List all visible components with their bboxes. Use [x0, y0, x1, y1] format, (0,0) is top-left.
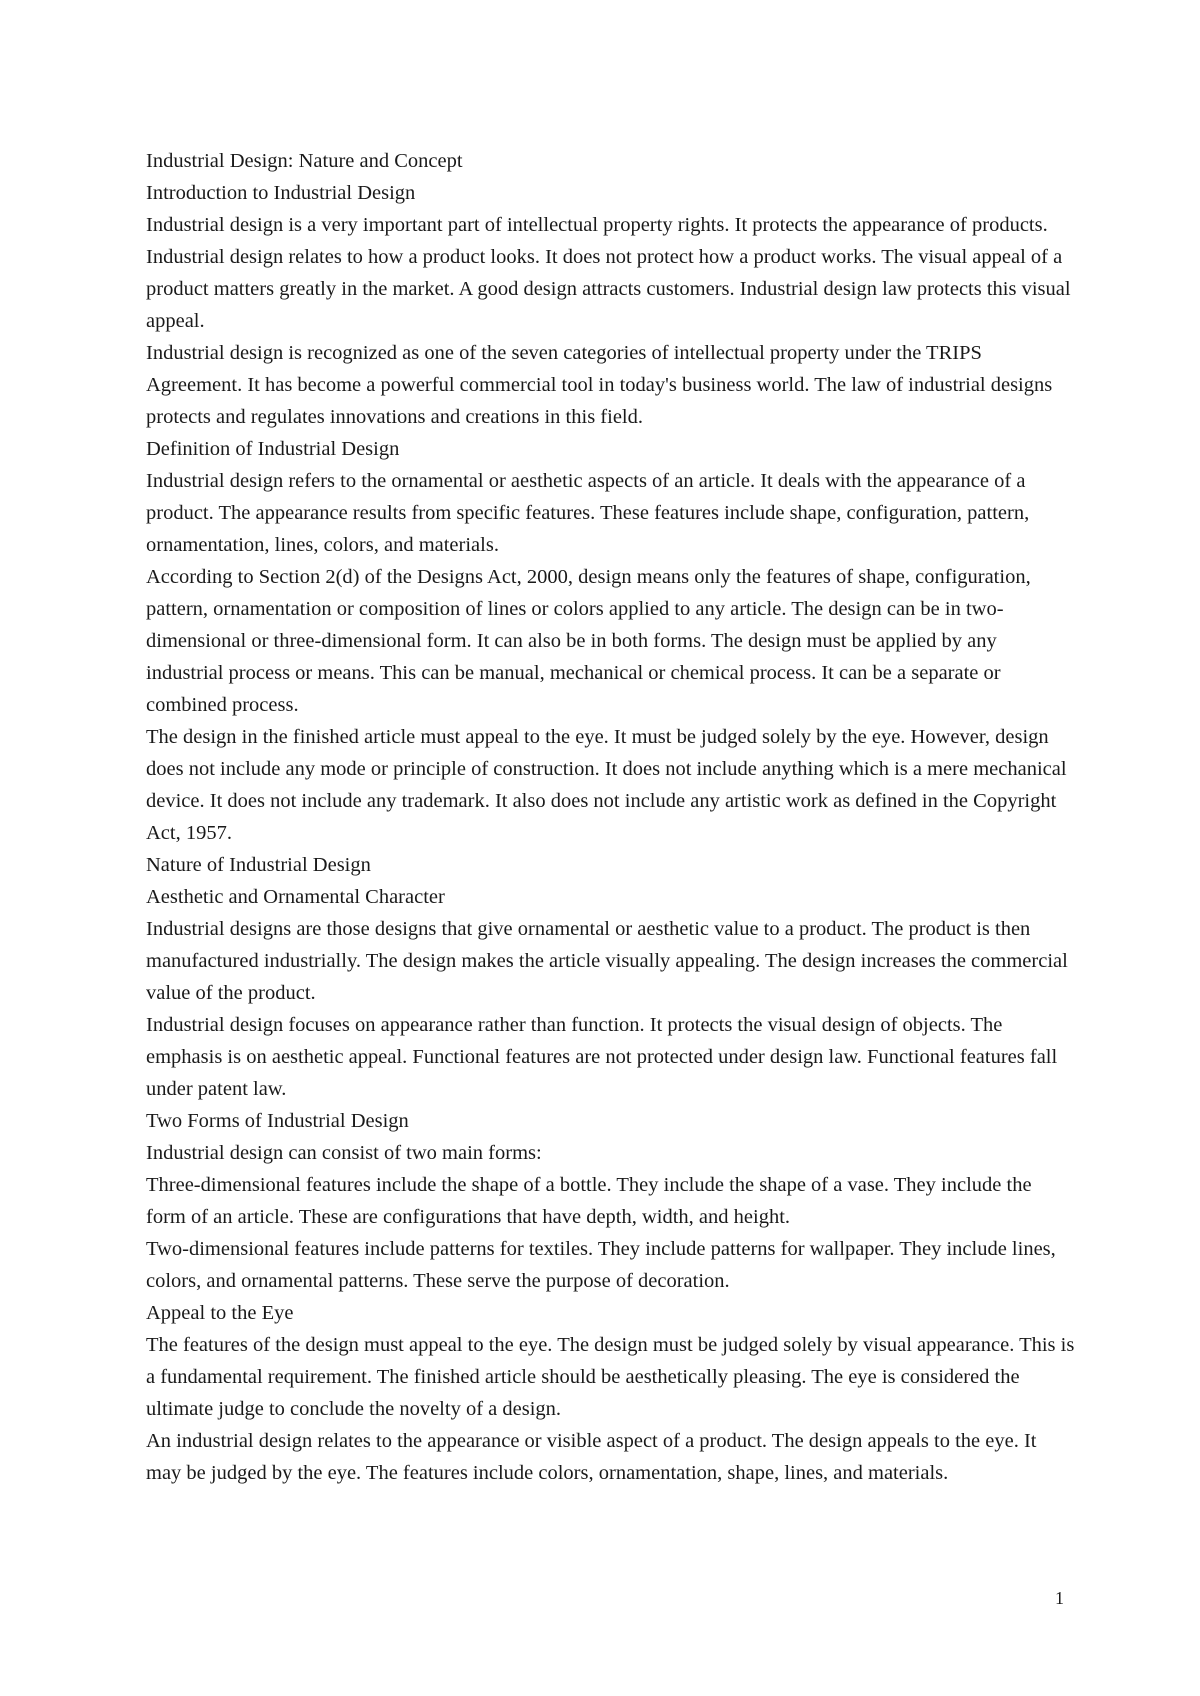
body-paragraph: Industrial design focuses on appearance rather than function. It protects the visual design of objects. The emphasis is on aesthetic appeal. Functional features are not protected under design law. Functional features fall under patent law.	[146, 1014, 1058, 1100]
subsection-heading: Aesthetic and Ornamental Character	[146, 886, 445, 908]
section-heading: Definition of Industrial Design	[146, 438, 400, 460]
body-paragraph: Industrial design is recognized as one of the seven categories of intellectual property under the TRIPS Agreement. It has become a powerful commercial tool in today's business world. The law of industrial designs protects and regulates innovations and creations in this field.	[146, 342, 1053, 428]
body-paragraph: According to Section 2(d) of the Designs Act, 2000, design means only the features of shape, configuration, pattern, ornamentation or composition of lines or colors applied to any article. The design can be in two-dimensional or three-dimensional form. It can also be in both forms. The design must be applied by any industrial process or means. This can be manual, mechanical or chemical process. It can be a separate or combined process.	[146, 566, 1031, 716]
subsection-heading: Two Forms of Industrial Design	[146, 1110, 409, 1132]
body-paragraph: Industrial design can consist of two main forms:	[146, 1142, 542, 1164]
page-number: 1	[1055, 1588, 1064, 1608]
body-paragraph: The features of the design must appeal to the eye. The design must be judged solely by visual appearance. This is a fundamental requirement. The finished article should be aesthetically pleasing. The eye is considered the ultimate judge to conclude the novelty of a design.	[146, 1334, 1075, 1420]
body-paragraph: Industrial design is a very important part of intellectual property rights. It protects the appearance of products. Industrial design relates to how a product looks. It does not protect how a product works. The visual appeal of a product matters greatly in the market. A good design attracts customers. Industrial design law protects this visual appeal.	[146, 214, 1071, 332]
section-heading: Nature of Industrial Design	[146, 854, 371, 876]
body-paragraph: Two-dimensional features include patterns for textiles. They include patterns for wallpaper. They include lines, colors, and ornamental patterns. These serve the purpose of decoration.	[146, 1238, 1056, 1292]
body-paragraph: Industrial designs are those designs that give ornamental or aesthetic value to a product. The product is then manufactured industrially. The design makes the article visually appealing. The design increases the commercial value of the product.	[146, 918, 1068, 1004]
subsection-heading: Appeal to the Eye	[146, 1302, 294, 1324]
body-paragraph: Three-dimensional features include the shape of a bottle. They include the shape of a vase. They include the form of an article. These are configurations that have depth, width, and height.	[146, 1174, 1032, 1228]
body-paragraph: The design in the finished article must appeal to the eye. It must be judged solely by the eye. However, design does not include any mode or principle of construction. It does not include anything which is a mere mechanical device. It does not include any trademark. It also does not include any artistic work as defined in the Copyright Act, 1957.	[146, 726, 1067, 844]
body-paragraph: An industrial design relates to the appearance or visible aspect of a product. The design appeals to the eye. It may be judged by the eye. The features include colors, ornamentation, shape, lines, and materials.	[146, 1430, 1037, 1484]
document-title: Industrial Design: Nature and Concept	[146, 150, 463, 172]
document-body	[146, 145, 1076, 1489]
body-paragraph: Industrial design refers to the ornamental or aesthetic aspects of an article. It deals with the appearance of a product. The appearance results from specific features. These features include shape, configuration, pattern, ornamentation, lines, colors, and materials.	[146, 470, 1030, 556]
section-heading: Introduction to Industrial Design	[146, 182, 416, 204]
